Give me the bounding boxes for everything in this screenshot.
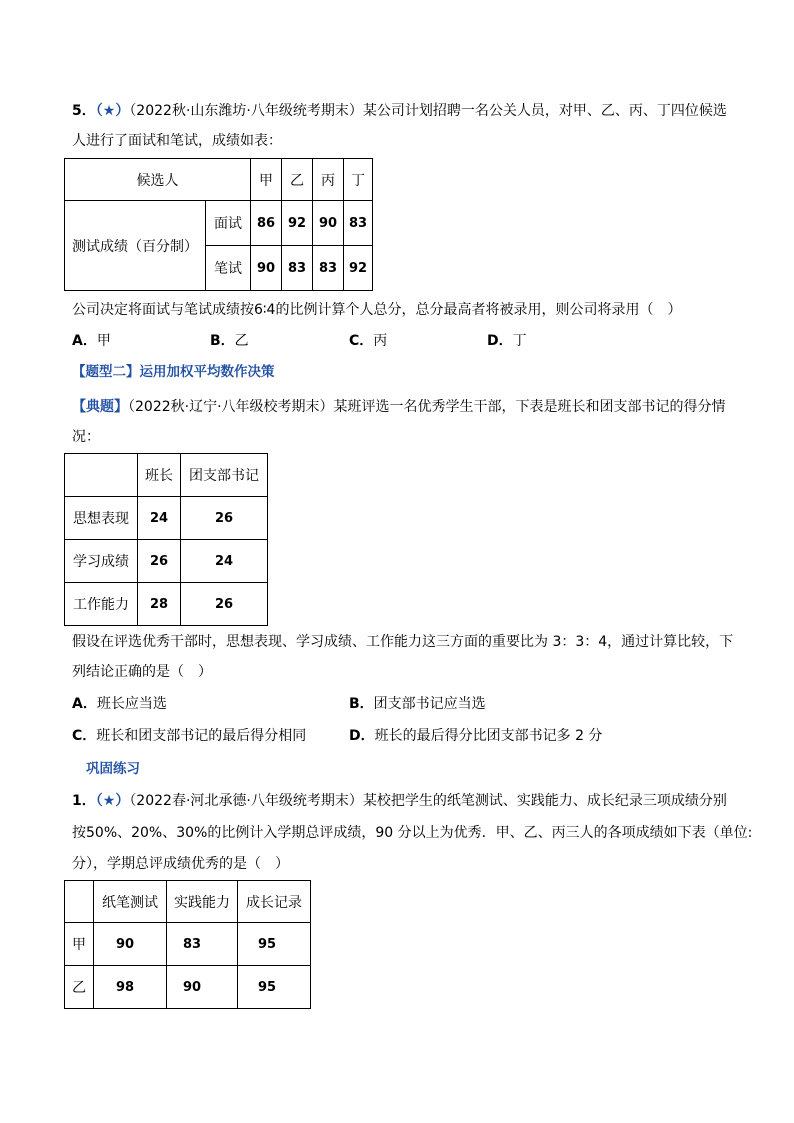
option-letter: A． [72, 696, 97, 712]
q5-text3: 公司决定将面试与笔试成绩按6∶4的比例计算个人总分，总分最高者将被录用，则公司将录用（ ） [72, 302, 682, 318]
q1-line1 [72, 791, 727, 811]
q5-number: 5． [72, 103, 96, 119]
example-row-label: 工作能力 [65, 583, 138, 626]
q1-col-header: 纸笔测试 [94, 881, 167, 923]
q1-col-header: 实践能力 [167, 881, 238, 923]
q5-candidate-header: 甲 [251, 159, 282, 201]
example-text2: 况： [72, 429, 100, 445]
q1-score-table [64, 880, 311, 1009]
q5-option-c[interactable] [349, 331, 387, 351]
option-letter: D． [487, 333, 513, 349]
example-line2 [72, 427, 100, 447]
q5-cell: 83 [313, 246, 344, 291]
example-option-a[interactable] [72, 694, 167, 714]
q1-line3 [72, 854, 289, 874]
option-letter: D． [349, 728, 375, 744]
example-line1 [72, 397, 726, 417]
q5-star-close: ） [115, 103, 130, 119]
example-cell: 28 [138, 583, 181, 626]
q1-row-label: 乙 [65, 966, 94, 1009]
example-cell: 24 [138, 497, 181, 540]
q1-cell: 90 [94, 923, 167, 966]
example-option-c[interactable] [72, 726, 306, 746]
example-line4 [72, 662, 212, 682]
q1-star-open: （ [95, 793, 103, 809]
q1-row-label: 甲 [65, 923, 94, 966]
example-score-table [64, 453, 268, 626]
q1-col-header [65, 881, 94, 923]
q5-source: （2022秋·山东潍坊·八年级统考期末） [129, 103, 363, 119]
option-text: 乙 [234, 333, 249, 349]
q1-source: （2022春·河北承德·八年级统考期末） [129, 793, 363, 809]
q1-star-close: ） [115, 793, 130, 809]
example-source: （2022秋·辽宁·八年级校考期末） [128, 399, 334, 415]
example-line3 [72, 632, 733, 652]
example-option-b[interactable] [349, 694, 486, 714]
q5-line3 [72, 300, 681, 320]
option-text: 丙 [373, 333, 388, 349]
q1-cell: 95 [238, 923, 311, 966]
example-option-d[interactable] [349, 726, 602, 746]
q5-option-d[interactable] [487, 331, 527, 351]
example-cell: 26 [138, 540, 181, 583]
q5-row-label: 笔试 [206, 246, 251, 291]
q5-line1 [72, 101, 727, 121]
star-icon: ★ [102, 793, 116, 809]
option-letter: C． [72, 728, 97, 744]
example-cell: 26 [181, 497, 268, 540]
q1-cell: 83 [167, 923, 238, 966]
example-col-header: 班长 [138, 454, 181, 497]
q1-col-header: 成长记录 [238, 881, 311, 923]
q5-candidate-header: 丁 [344, 159, 373, 201]
q1-text2: 按50%、20%、30%的比例计入学期总评成绩，90 分以上为优秀．甲、乙、丙三人的各项成绩如下表（单位: [72, 825, 753, 841]
option-text: 班长应当选 [96, 696, 167, 712]
q5-cell: 90 [251, 246, 282, 291]
example-tag: 【典题】 [72, 399, 128, 415]
option-text: 甲 [96, 333, 111, 349]
q5-text1: 某公司计划招聘一名公关人员，对甲、乙、丙、丁四位候选 [362, 103, 727, 119]
example-col-header: 团支部书记 [181, 454, 268, 497]
example-cell: 24 [181, 540, 268, 583]
option-letter: B． [349, 696, 374, 712]
q5-candidate-header: 乙 [282, 159, 313, 201]
q5-cell: 83 [282, 246, 313, 291]
q5-text2: 人进行了面试和笔试，成绩如表： [72, 133, 282, 149]
option-text: 班长和团支部书记的最后得分相同 [96, 728, 307, 744]
practice-title: 巩固练习 [86, 761, 140, 777]
example-col-header [65, 454, 138, 497]
q1-text3: 分），学期总评成绩优秀的是（ ） [72, 856, 289, 872]
option-letter: B． [210, 333, 235, 349]
q5-star-open: （ [95, 103, 103, 119]
q5-header-label: 候选人 [65, 159, 251, 201]
q5-group-label: 测试成绩（百分制） [65, 201, 206, 291]
example-cell: 26 [181, 583, 268, 626]
q5-cell: 86 [251, 201, 282, 246]
q5-cell: 83 [344, 201, 373, 246]
option-text: 丁 [512, 333, 527, 349]
q1-cell: 90 [167, 966, 238, 1009]
option-letter: A． [72, 333, 97, 349]
q5-candidate-header: 丙 [313, 159, 344, 201]
q1-line2 [72, 823, 752, 843]
example-text3: 假设在评选优秀干部时，思想表现、学习成绩、工作能力这三方面的重要比为 3：3：4，通过计算比较，下 [72, 634, 734, 650]
q5-row-label: 面试 [206, 201, 251, 246]
q1-cell: 95 [238, 966, 311, 1009]
q5-cell: 92 [344, 246, 373, 291]
option-text: 班长的最后得分比团支部书记多 2 分 [374, 728, 603, 744]
q5-cell: 92 [282, 201, 313, 246]
q5-option-a[interactable] [72, 331, 111, 351]
example-text4: 列结论正确的是（ ） [72, 664, 212, 680]
example-row-label: 思想表现 [65, 497, 138, 540]
q5-line2 [72, 131, 282, 151]
q5-option-b[interactable] [210, 331, 249, 351]
q1-text1: 某校把学生的纸笔测试、实践能力、成长纪录三项成绩分别 [362, 793, 727, 809]
q1-number: 1． [72, 793, 96, 809]
q5-cell: 90 [313, 201, 344, 246]
star-icon: ★ [102, 103, 116, 119]
q1-cell: 98 [94, 966, 167, 1009]
q5-score-table [64, 158, 373, 291]
example-text1: 某班评选一名优秀学生干部，下表是班长和团支部书记的得分情 [333, 399, 726, 415]
option-text: 团支部书记应当选 [373, 696, 486, 712]
option-letter: C． [349, 333, 374, 349]
example-row-label: 学习成绩 [65, 540, 138, 583]
section-title: 【题型二】运用加权平均数作决策 [72, 364, 275, 380]
